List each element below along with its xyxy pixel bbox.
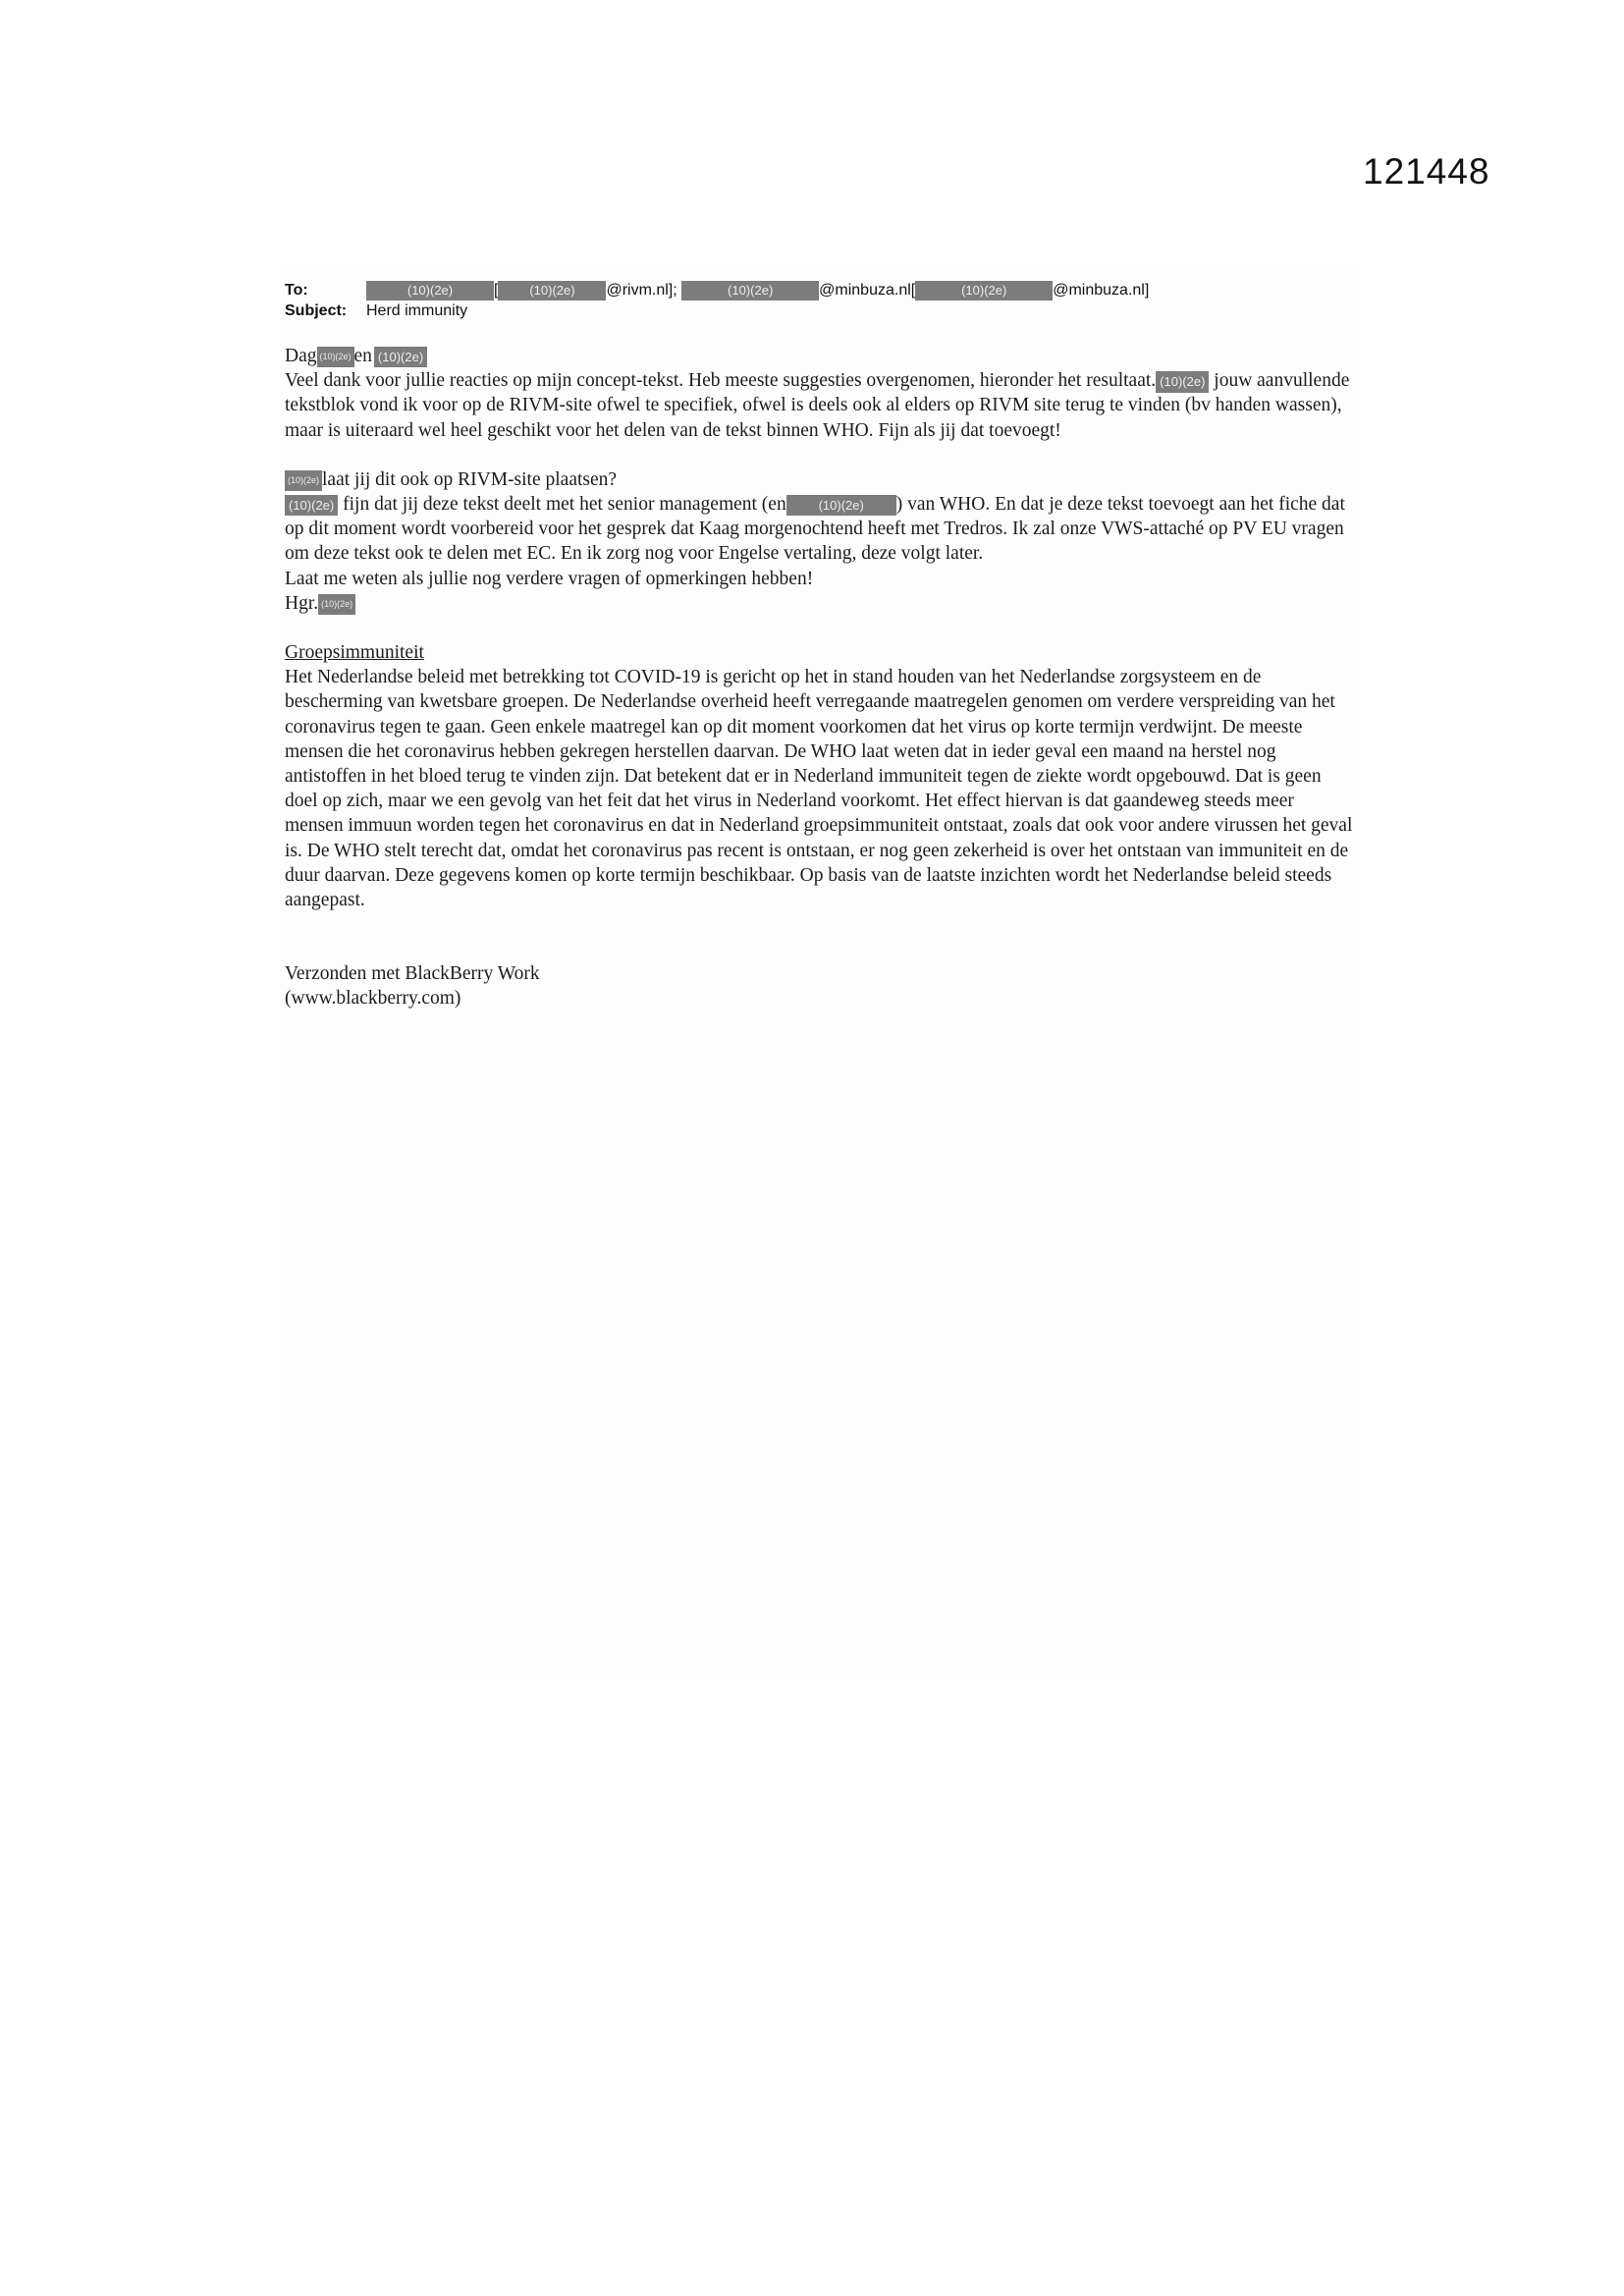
redaction-paragraph-2-addressee: (10)(2e) (285, 495, 338, 517)
paragraph-2-question: laat jij dit ook op RIVM-site plaatsen? (322, 468, 618, 490)
redaction-paragraph-1: (10)(2e) (1156, 371, 1209, 393)
paragraph-1-text-b: jouw aanvullende tekstblok vond ik voor op de RIVM-site ofwel te specifiek, ofwel is deels ook al elders op RIVM site terug te vinden (bv handen wassen), maar is uiteraard wel heel geschikt voor het delen van de tekst binnen WHO. Fijn als jij dat toevoegt! (285, 370, 1350, 441)
paragraph-1 (285, 368, 1355, 443)
signature-line-1: Verzonden met BlackBerry Work (285, 963, 540, 985)
paragraph-gap (285, 616, 1355, 640)
signature-line-2: (www.blackberry.com) (285, 988, 461, 1010)
to-row (285, 281, 1149, 302)
subject-label: Subject: (285, 302, 348, 319)
redaction-recipient-3: (10)(2e) (681, 281, 819, 301)
greeting-text: Dag (285, 346, 317, 366)
recipient-2-domain: @rivm.nl]; (606, 282, 677, 300)
paragraph-2-line-1 (285, 467, 1355, 492)
email-header (285, 281, 1149, 324)
recipient-3-domain: @minbuza.nl[ (819, 282, 916, 300)
recipient-4-domain: @minbuza.nl] (1053, 282, 1150, 300)
subject-text: Herd immunity (366, 302, 468, 319)
paragraph-gap (285, 443, 1355, 467)
redaction-recipient-1: (10)(2e) (366, 281, 494, 301)
document-number: 121448 (1363, 151, 1490, 191)
redaction-recipient-4: (10)(2e) (915, 281, 1053, 301)
paragraph-2 (285, 492, 1355, 567)
signature (285, 961, 1355, 1011)
greeting (285, 344, 1355, 368)
to-label: To: (285, 282, 308, 300)
paragraph-2-closing-request: Laat me weten als jullie nog verdere vragen of opmerkingen hebben! (285, 568, 814, 589)
redaction-paragraph-2-management: (10)(2e) (786, 495, 896, 517)
section-heading: Groepsimmuniteit (285, 642, 424, 664)
redaction-recipient-2: (10)(2e) (498, 281, 606, 301)
closing-text: Hgr. (285, 592, 319, 614)
paragraph-2-text-b: ) van WHO. En dat je deze tekst toevoegt aan het fiche dat op dit moment wordt voorbereid voor het gesprek dat Kaag morgenochtend heeft met Tredros. Ik zal onze VWS-attaché op PV EU vragen om deze tekst ook te delen met EC. En ik zorg nog voor Engelse vertaling, deze volgt later. (285, 494, 1345, 565)
paragraph-2-text-a: fijn dat jij deze tekst deelt met het senior management (en (338, 494, 786, 516)
email-body (285, 344, 1355, 1011)
closing (285, 591, 1355, 616)
redaction-greeting-2: (10)(2e) (374, 347, 427, 368)
subject-row (285, 302, 1149, 324)
redaction-sender: (10)(2e) (318, 594, 355, 615)
redaction-greeting-1: (10)(2e) (317, 347, 354, 367)
paragraph-1-text-a: Veel dank voor jullie reacties op mijn concept-tekst. Heb meeste suggesties overgenomen, hieronder het resultaat. (285, 370, 1157, 392)
redaction-paragraph-2-name: (10)(2e) (285, 470, 322, 491)
section-text: Het Nederlandse beleid met betrekking tot COVID-19 is gericht op het in stand houden van het Nederlandse zorgsysteem en de bescherming van kwetsbare groepen. De Nederlandse overheid heeft verregaande maatregelen genomen om verdere verspreiding van het coronavirus tegen te gaan. Geen enkele maatregel kan op dit moment voorkomen dat het virus op korte termijn verdwijnt. De meeste mensen die het coronavirus hebben gekregen herstellen daarvan. De WHO laat weten dat in ieder geval een maand na herstel nog antistoffen in het bloed terug te vinden zijn. Dat betekent dat er in Nederland immuniteit tegen de ziekte wordt opgebouwd. Dat is geen doel op zich, maar we een gevolg van het feit dat het virus in Nederland voorkomt. Het effect hiervan is dat gaandeweg steeds meer mensen immuun worden tegen het coronavirus en dat in Nederland groepsimmuniteit ontstaat, zoals dat ook voor andere virussen het geval is. De WHO stelt terecht dat, omdat het coronavirus pas recent is ontstaan, er nog geen zekerheid is over het ontstaan van immuniteit en de duur daarvan. Deze gegevens komen op korte termijn beschikbaar. Op basis van de laatste inzichten wordt het Nederlandse beleid steeds aangepast. (285, 667, 1353, 911)
greeting-and: en (353, 346, 372, 366)
recipient-separator: [ (494, 282, 499, 300)
